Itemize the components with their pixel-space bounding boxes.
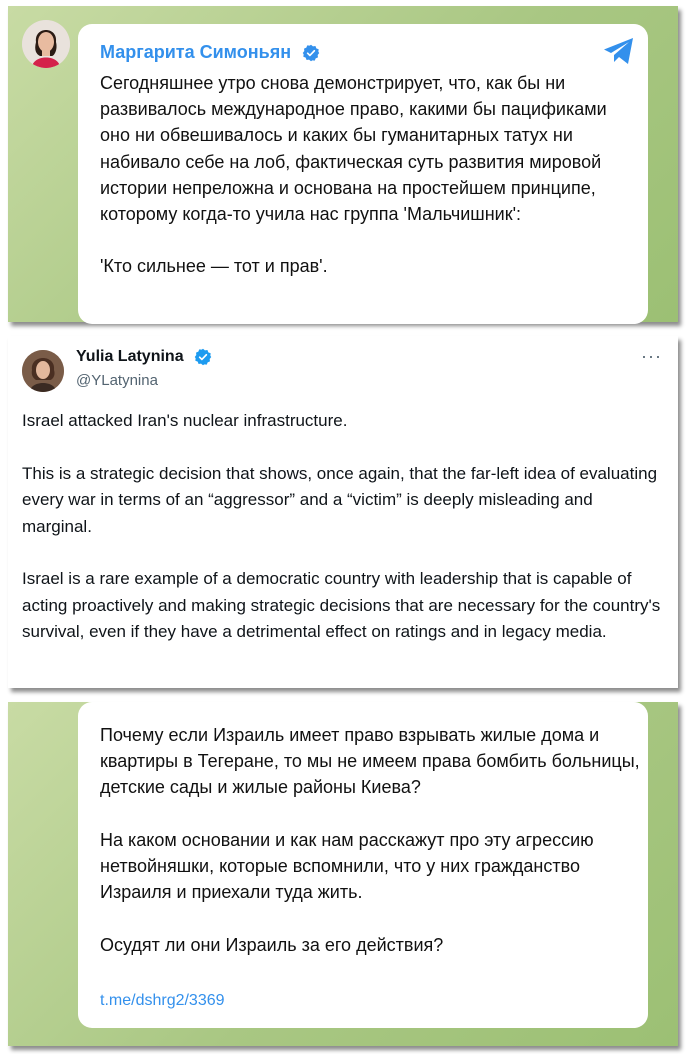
channel-name-text[interactable]: Маргарита Симоньян bbox=[100, 42, 292, 62]
verified-badge-icon bbox=[302, 44, 320, 62]
telegram-post-1 bbox=[8, 6, 678, 322]
channel-avatar[interactable] bbox=[22, 20, 70, 68]
telegram-icon[interactable] bbox=[602, 36, 636, 66]
user-handle[interactable]: @YLatynina bbox=[76, 372, 158, 389]
display-name-text[interactable]: Yulia Latynina bbox=[76, 348, 184, 366]
message-bubble bbox=[78, 24, 648, 324]
channel-name[interactable] bbox=[100, 42, 320, 63]
display-name[interactable] bbox=[76, 348, 212, 366]
verified-badge-icon bbox=[194, 348, 212, 366]
message-bubble bbox=[78, 702, 648, 1028]
telegram-post-2 bbox=[8, 702, 678, 1046]
more-options-icon[interactable]: ··· bbox=[641, 346, 662, 366]
post-link[interactable]: t.me/dshrg2/3369 bbox=[100, 992, 225, 1009]
message-text: Сегодняшнее утро снова демонстрирует, что, как бы ни развивалось международное право, какими бы пацификами оно ни обвешивалось и каких бы гуманитарных татух ни набивало себе на лоб, фактическая суть развития мировой истории непреложна и основана на простейшем принципе, которому когда-то учила нас группа 'Мальчишник': 'Кто сильнее — тот и прав'. bbox=[100, 73, 607, 277]
tweet-text: Israel attacked Iran's nuclear infrastructure. This is a strategic decision that shows, once again, that the far-left idea of evaluating every war in terms of an “aggressor” and a “victim” is deeply misleading and marginal. Israel is a rare example of a democratic country with leadership that is capable of acting proactively and making strategic decisions that are necessary for the country's survival, even if they have a detrimental effect on ratings and in legacy media. bbox=[22, 411, 661, 642]
twitter-post bbox=[8, 336, 678, 688]
message-text: Почему если Израиль имеет право взрывать жилые дома и квартиры в Тегеране, то мы не имеем права бомбить больницы, детские сады и жилые районы Киева? На каком основании и как нам расскажут про эту агрессию нетвойняшки, которые вспомнили, что у них гражданство Израиля и приехали туда жить. Осудят ли они Израиль за его действия? bbox=[100, 725, 640, 955]
user-avatar[interactable] bbox=[22, 350, 64, 392]
